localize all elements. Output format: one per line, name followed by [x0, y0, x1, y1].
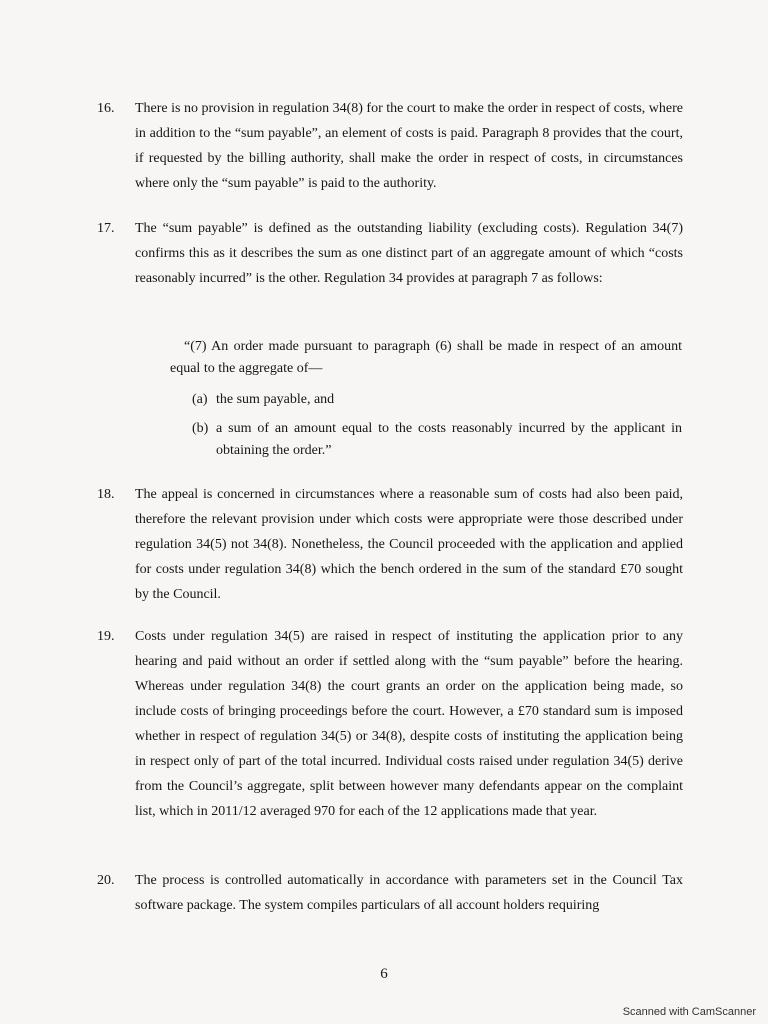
page-number: 6	[380, 966, 388, 982]
quote-item-text: a sum of an amount equal to the costs reasonably incurred by the applicant in obtaining the order.”	[216, 421, 682, 458]
paragraph-text: Costs under regulation 34(5) are raised in respect of instituting the application prior to any hearing and paid without an order if settled along with the “sum payable” before the hearing. Whereas under regulation 34(8) the court grants an order on the application being made, so include costs of bringing proceedings before the court. However, a £70 standard sum is imposed whether in respect of regulation 34(5) or 34(8), despite costs of instituting the application being in respect only of part of the total incurred. Individual costs raised under regulation 34(5) derive from the Council’s aggregate, split between however many defendants appear on the complaint list, which in 2011/12 averaged 970 for each of the 12 applications made that year.	[135, 629, 683, 819]
quote-item-text: the sum payable, and	[216, 392, 335, 407]
quote-main-text: “(7) An order made pursuant to paragraph (6) shall be made in respect of an amount equal to the aggregate of—	[170, 339, 682, 376]
paragraph-text: There is no provision in regulation 34(8) for the court to make the order in respect of costs, where in addition to the “sum payable”, an element of costs is paid. Paragraph 8 provides that the court, if requested by the billing authority, shall make the order in respect of costs, in circumstances where only the “sum payable” is paid to the authority.	[135, 101, 683, 191]
quote-item-letter: (b)	[192, 421, 209, 436]
paragraph-number: 16.	[97, 101, 115, 116]
paragraph-20	[97, 868, 683, 918]
paragraph-number: 20.	[97, 873, 115, 888]
quote-item-b	[192, 418, 682, 462]
paragraph-16	[97, 96, 683, 196]
paragraph-17	[97, 216, 683, 291]
scanner-watermark: Scanned with CamScanner	[622, 1006, 756, 1018]
paragraph-number: 19.	[97, 629, 115, 644]
paragraph-18	[97, 482, 683, 607]
quote-item-letter: (a)	[192, 392, 208, 407]
paragraph-19	[97, 624, 683, 824]
paragraph-number: 17.	[97, 221, 115, 236]
paragraph-text: The process is controlled automatically in accordance with parameters set in the Council Tax software package. The system compiles particulars of all account holders requiring	[135, 873, 683, 913]
quote-item-a	[192, 389, 682, 411]
paragraph-number: 18.	[97, 487, 115, 502]
paragraph-text: The “sum payable” is defined as the outstanding liability (excluding costs). Regulation 34(7) confirms this as it describes the sum as one distinct part of an aggregate amount of which “costs reasonably incurred” is the other. Regulation 34 provides at paragraph 7 as follows:	[135, 221, 683, 286]
quoted-regulation	[170, 336, 682, 380]
paragraph-text: The appeal is concerned in circumstances where a reasonable sum of costs had also been paid, therefore the relevant provision under which costs were appropriate were those described under regulation 34(5) not 34(8). Nonetheless, the Council proceeded with the application and applied for costs under regulation 34(8) which the bench ordered in the sum of the standard £70 sought by the Council.	[135, 487, 683, 602]
